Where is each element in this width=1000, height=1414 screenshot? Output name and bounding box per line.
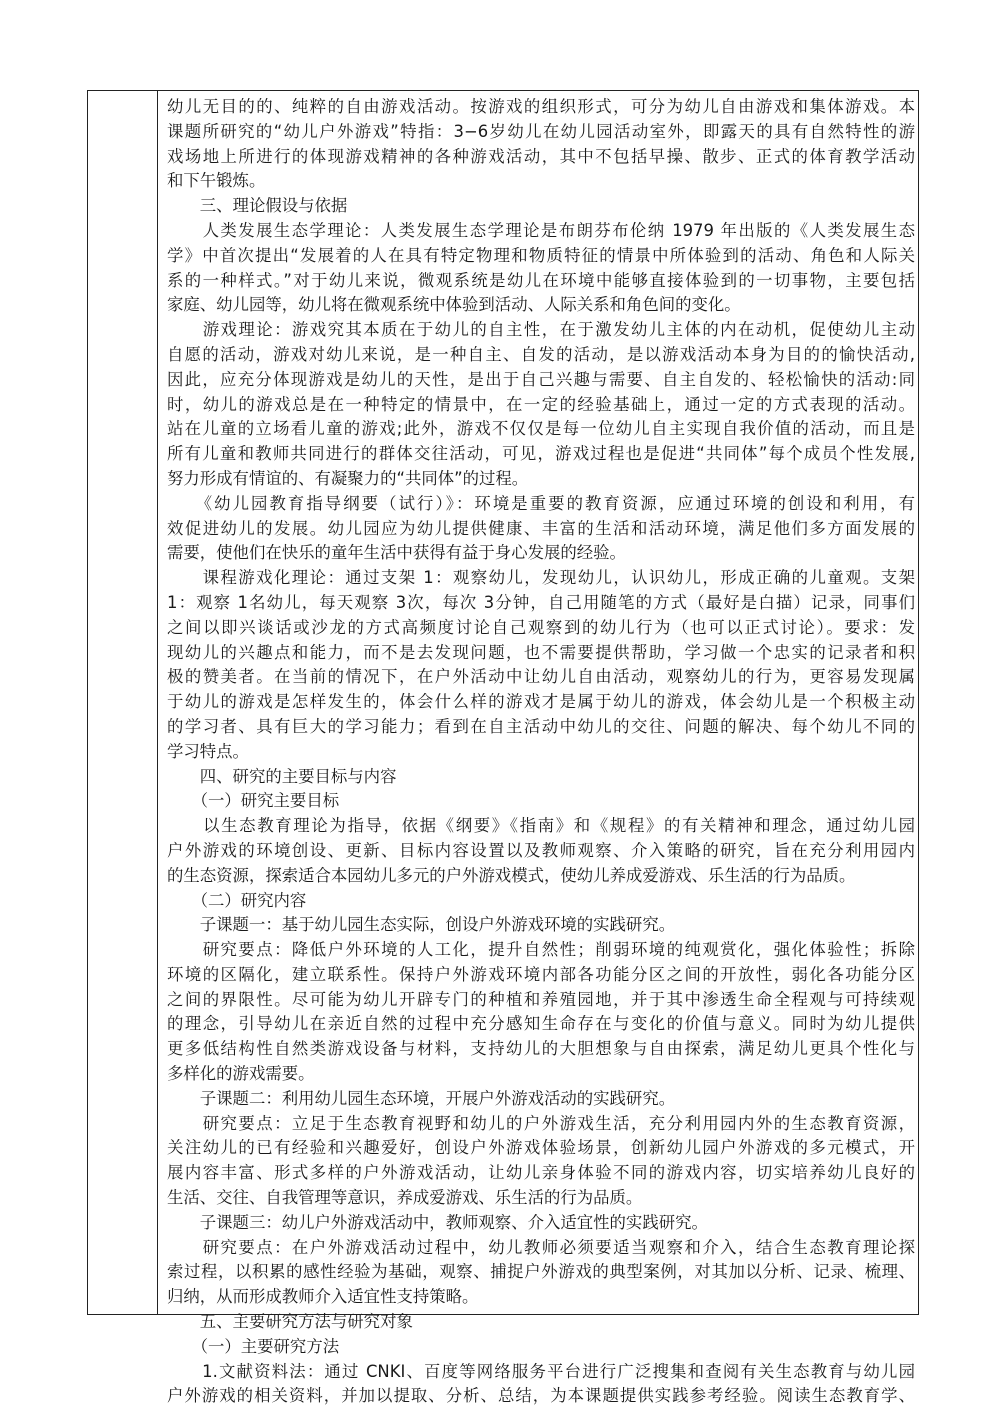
text-line: 更多低结构性自然类游戏设备与材料，支持幼儿的大胆想象与自由探索，满足幼儿更具个性化与: [167, 1039, 915, 1059]
text-line: 课程游戏化理论：通过支架 1：观察幼儿，发现幼儿，认识幼儿，形成正确的儿童观。支架: [167, 568, 915, 588]
text-line: 户外游戏的相关资料，并加以提取、分析、总结，为本课题提供实践参考经验。阅读生态教育学、: [167, 1386, 915, 1406]
text-line: 学习特点。: [167, 741, 249, 761]
text-line: 站在儿童的立场看儿童的游戏;此外，游戏不仅仅是每一位幼儿自主实现自我价值的活动，而且是: [167, 419, 915, 439]
text-line: 现幼儿的兴趣点和能力，而不是去发现问题，也不需要提供帮助，学习做一个忠实的记录者和积: [167, 642, 915, 662]
text-line: 子课题一：基于幼儿园生态实际，创设户外游戏环境的实践研究。: [167, 915, 676, 935]
text-line: 幼儿无目的的、纯粹的自由游戏活动。按游戏的组织形式，可分为幼儿自由游戏和集体游戏。本: [167, 97, 915, 116]
text-line: 《幼儿园教育指导纲要（试行）》：环境是重要的教育资源，应通过环境的创设和利用，有: [167, 493, 915, 513]
text-line: 户外游戏的环境创设、更新、目标内容设置以及教师观察、介入策略的研究，旨在充分利用园内: [167, 840, 915, 860]
text-line: 人类发展生态学理论：人类发展生态学理论是布朗芬布伦纳 1979 年出版的《人类发展生态: [167, 220, 915, 240]
text-line: 和下午锻炼。: [167, 171, 266, 191]
text-line: 展内容丰富、形式多样的户外游戏活动，让幼儿亲身体验不同的游戏内容，切实培养幼儿良好的: [167, 1163, 915, 1183]
text-line: 时，幼儿的游戏总是在一种特定的情景中，在一定的经验基础上，通过一定的方式表现的活动。: [167, 394, 915, 414]
text-line: 努力形成有情谊的、有凝聚力的“共同体”的过程。: [167, 468, 529, 488]
text-line: 研究要点：在户外游戏活动过程中，幼儿教师必须要适当观察和介入，结合生态教育理论探: [167, 1237, 915, 1257]
text-line: 系的一种样式。”对于幼儿来说，微观系统是幼儿在环境中能够直接体验到的一切事物，主要包括: [167, 270, 915, 290]
text-line: 之间以即兴谈话或沙龙的方式高频度讨论自己观察到的幼儿行为（也可以正式讨论）。要求：发: [167, 617, 915, 637]
text-line: 的生态资源，探索适合本园幼儿多元的户外游戏模式，使幼儿养成爱游戏、乐生活的行为品质。: [167, 865, 856, 885]
table-left-column: [88, 91, 158, 1314]
text-line: 之间的界限性。尽可能为幼儿开辟专门的种植和养殖园地，并于其中渗透生命全程观与可持续观: [167, 989, 915, 1009]
text-line: 1.文献资料法：通过 CNKI、百度等网络服务平台进行广泛搜集和查阅有关生态教育与幼儿园: [167, 1361, 915, 1381]
text-line: 索过程，以积累的感性经验为基础，观察、捕捉户外游戏的典型案例，对其加以分析、记录、梳理、: [167, 1262, 915, 1282]
text-line: 自愿的活动，游戏对幼儿来说，是一种自主、自发的活动，是以游戏活动本身为目的的愉快活动,: [167, 344, 915, 364]
text-line: 因此，应充分体现游戏是幼儿的天性，是出于自己兴趣与需要、自主自发的、轻松愉快的活动:同: [167, 369, 915, 389]
text-line: 归纳，从而形成教师介入适宜性支持策略。: [167, 1287, 479, 1307]
text-line: （二）研究内容: [167, 890, 307, 910]
text-line: 五、主要研究方法与研究对象: [167, 1312, 413, 1332]
text-line: 效促进幼儿的发展。幼儿园应为幼儿提供健康、丰富的生活和活动环境，满足他们多方面发展的: [167, 518, 915, 538]
text-line: 极的赞美者。在当前的情况下，在户外活动中让幼儿自由活动，观察幼儿的行为，更容易发现属: [167, 667, 915, 687]
text-line: 研究要点：立足于生态教育视野和幼儿的户外游戏生活，充分利用园内外的生态教育资源，: [167, 1113, 915, 1133]
text-line: 所有儿童和教师共同进行的群体交往活动，可见，游戏过程也是促进“共同体”每个成员个性发展,: [167, 444, 915, 464]
text-line: 需要，使他们在快乐的童年生活中获得有益于身心发展的经验。: [167, 543, 626, 563]
text-line: 三、理论假设与依据: [167, 196, 348, 216]
text-line: 子课题三：幼儿户外游戏活动中，教师观察、介入适宜性的实践研究。: [167, 1212, 708, 1232]
text-line: 子课题二：利用幼儿园生态环境，开展户外游戏活动的实践研究。: [167, 1088, 676, 1108]
text-line: 游戏理论：游戏究其本质在于幼儿的自主性，在于激发幼儿主体的内在动机，促使幼儿主动: [167, 320, 915, 340]
text-line: 生活、交往、自我管理等意识，养成爱游戏、乐生活的行为品质。: [167, 1188, 643, 1208]
text-line: 课题所研究的“幼儿户外游戏”特指：3−6岁幼儿在幼儿园活动室外，即露天的具有自然特性的游: [167, 121, 915, 141]
text-line: 多样化的游戏需要。: [167, 1064, 315, 1084]
document-body: [167, 95, 915, 1409]
text-line: 以生态教育理论为指导，依据《纲要》《指南》和《规程》的有关精神和理念，通过幼儿园: [167, 816, 915, 836]
text-line: （一）研究主要目标: [167, 791, 340, 811]
text-line: 戏场地上所进行的体现游戏精神的各种游戏活动，其中不包括早操、散步、正式的体育教学活动: [167, 146, 915, 166]
text-line: 的理念，引导幼儿在亲近自然的过程中充分感知生命存在与变化的价值与意义。同时为幼儿提供: [167, 1014, 915, 1034]
text-line: 环境的区隔化，建立联系性。保持户外游戏环境内部各功能分区之间的开放性，弱化各功能分区: [167, 964, 915, 984]
text-line: 家庭、幼儿园等，幼儿将在微观系统中体验到活动、人际关系和角色间的变化。: [167, 295, 741, 315]
document-table: [87, 90, 919, 1406]
text-line: 学》中首次提出“发展着的人在具有特定物理和物质特征的情景中所体验到的活动、角色和人际关: [167, 245, 915, 265]
text-line: （一）主要研究方法: [167, 1336, 340, 1356]
text-line: 四、研究的主要目标与内容: [167, 766, 397, 786]
text-line: 于幼儿的游戏是怎样发生的，体会什么样的游戏才是属于幼儿的游戏，体会幼儿是一个积极主动: [167, 692, 915, 712]
text-line: 的学习者、具有巨大的学习能力；看到在自主活动中幼儿的交往、问题的解决、每个幼儿不同的: [167, 716, 915, 736]
text-line: 关注幼儿的已有经验和兴趣爱好，创设户外游戏体验场景，创新幼儿园户外游戏的多元模式，开: [167, 1138, 915, 1158]
text-line: 研究要点：降低户外环境的人工化，提升自然性；削弱环境的纯观赏化，强化体验性；拆除: [167, 940, 915, 960]
text-line: 1：观察 1名幼儿，每天观察 3次，每次 3分钟，自己用随笔的方式（最好是白描）记录，同事们: [167, 592, 915, 612]
